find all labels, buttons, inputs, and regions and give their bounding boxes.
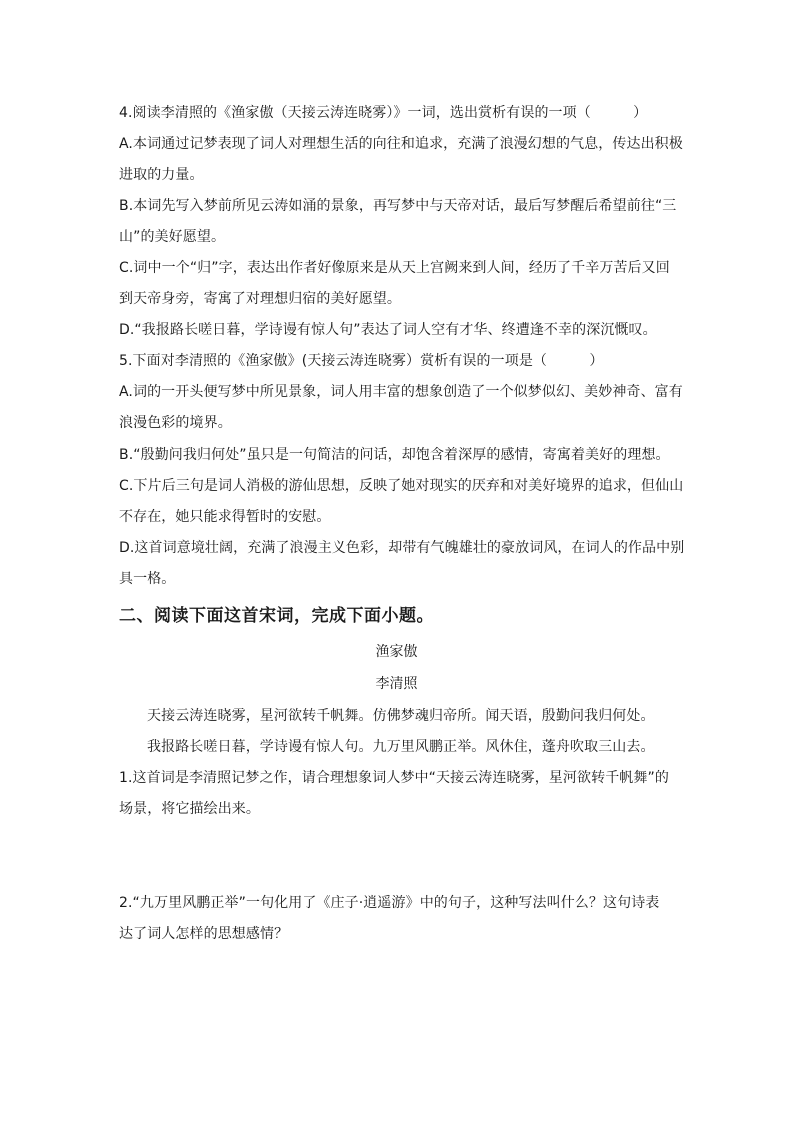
q4-option-a-line2: 进取的力量。: [119, 167, 204, 183]
q4-option-a-line1: A.本词通过记梦表现了词人对理想生活的向往和追求，充满了浪漫幻想的气息，传达出积极: [119, 136, 683, 152]
question-1-line2: 场景，将它描绘出来。: [119, 801, 260, 817]
q4-stem: 4.阅读李清照的《渔家傲（天接云涛连晓雾）》一词，选出赏析有误的一项（ ）: [119, 105, 648, 121]
question-1-line1: 1.这首词是李清照记梦之作，请合理想象词人梦中“天接云涛连晓雾，星河欲转千帆舞”的: [119, 770, 669, 786]
q4-option-c-line1: C.词中一个“归”字，表达出作者好像原来是从天上宫阙来到人间，经历了千辛万苦后又回: [119, 260, 670, 276]
q4-option-c-line2: 到天帝身旁，寄寓了对理想归宿的美好愿望。: [119, 291, 401, 307]
poem-title: 渔家傲: [375, 644, 418, 660]
q4-option-d-line1: D.“我报路长嗟日暮，学诗谩有惊人句”表达了词人空有才华、终遭逢不幸的深沉慨叹。: [119, 322, 657, 338]
q5-option-d-line1: D.这首词意境壮阔，充满了浪漫主义色彩，却带有气魄雄壮的豪放词风，在词人的作品中别: [119, 540, 685, 556]
q5-stem: 5.下面对李清照的《渔家傲》(天接云涛连晓雾）赏析有误的一项是（ ）: [119, 353, 604, 369]
poem-author: 李清照: [375, 676, 418, 692]
section-heading: 二、阅读下面这首宋词，完成下面小题。: [119, 606, 434, 626]
q5-option-a-line2: 浪漫色彩的境界。: [119, 415, 232, 431]
q5-option-d-line2: 具一格。: [119, 571, 176, 587]
q4-option-b-line1: B.本词先写入梦前所见云涛如涌的景象，再写梦中与天帝对话，最后写梦醒后希望前往“三: [119, 198, 677, 214]
question-2-line2: 达了词人怎样的思想感情？: [119, 926, 289, 942]
poem-line-2: 我报路长嗟日暮，学诗谩有惊人句。九万里风鹏正举。风休住，蓬舟吹取三山去。: [147, 739, 655, 755]
q5-option-a-line1: A.词的一开头便写梦中所见景象，词人用丰富的想象创造了一个似梦似幻、美妙神奇、富有: [119, 384, 683, 400]
q5-option-c-line2: 不存在，她只能求得暂时的安慰。: [119, 509, 331, 525]
poem-line-1: 天接云涛连晓雾，星河欲转千帆舞。仿佛梦魂归帝所。闻天语，殷勤问我归何处。: [147, 708, 655, 724]
question-2-line1: 2.“九万里风鹏正举”一句化用了《庄子·逍遥游》中的句子，这种写法叫什么？这句诗表: [119, 895, 660, 911]
q5-option-c-line1: C.下片后三句是词人消极的游仙思想，反映了她对现实的厌弃和对美好境界的追求，但仙山: [119, 478, 684, 494]
q4-option-b-line2: 山”的美好愿望。: [119, 229, 226, 245]
q5-option-b-line1: B.“殷勤问我归何处”虽只是一句简洁的问话，却饱含着深厚的感情，寄寓着美好的理想。: [119, 447, 670, 463]
